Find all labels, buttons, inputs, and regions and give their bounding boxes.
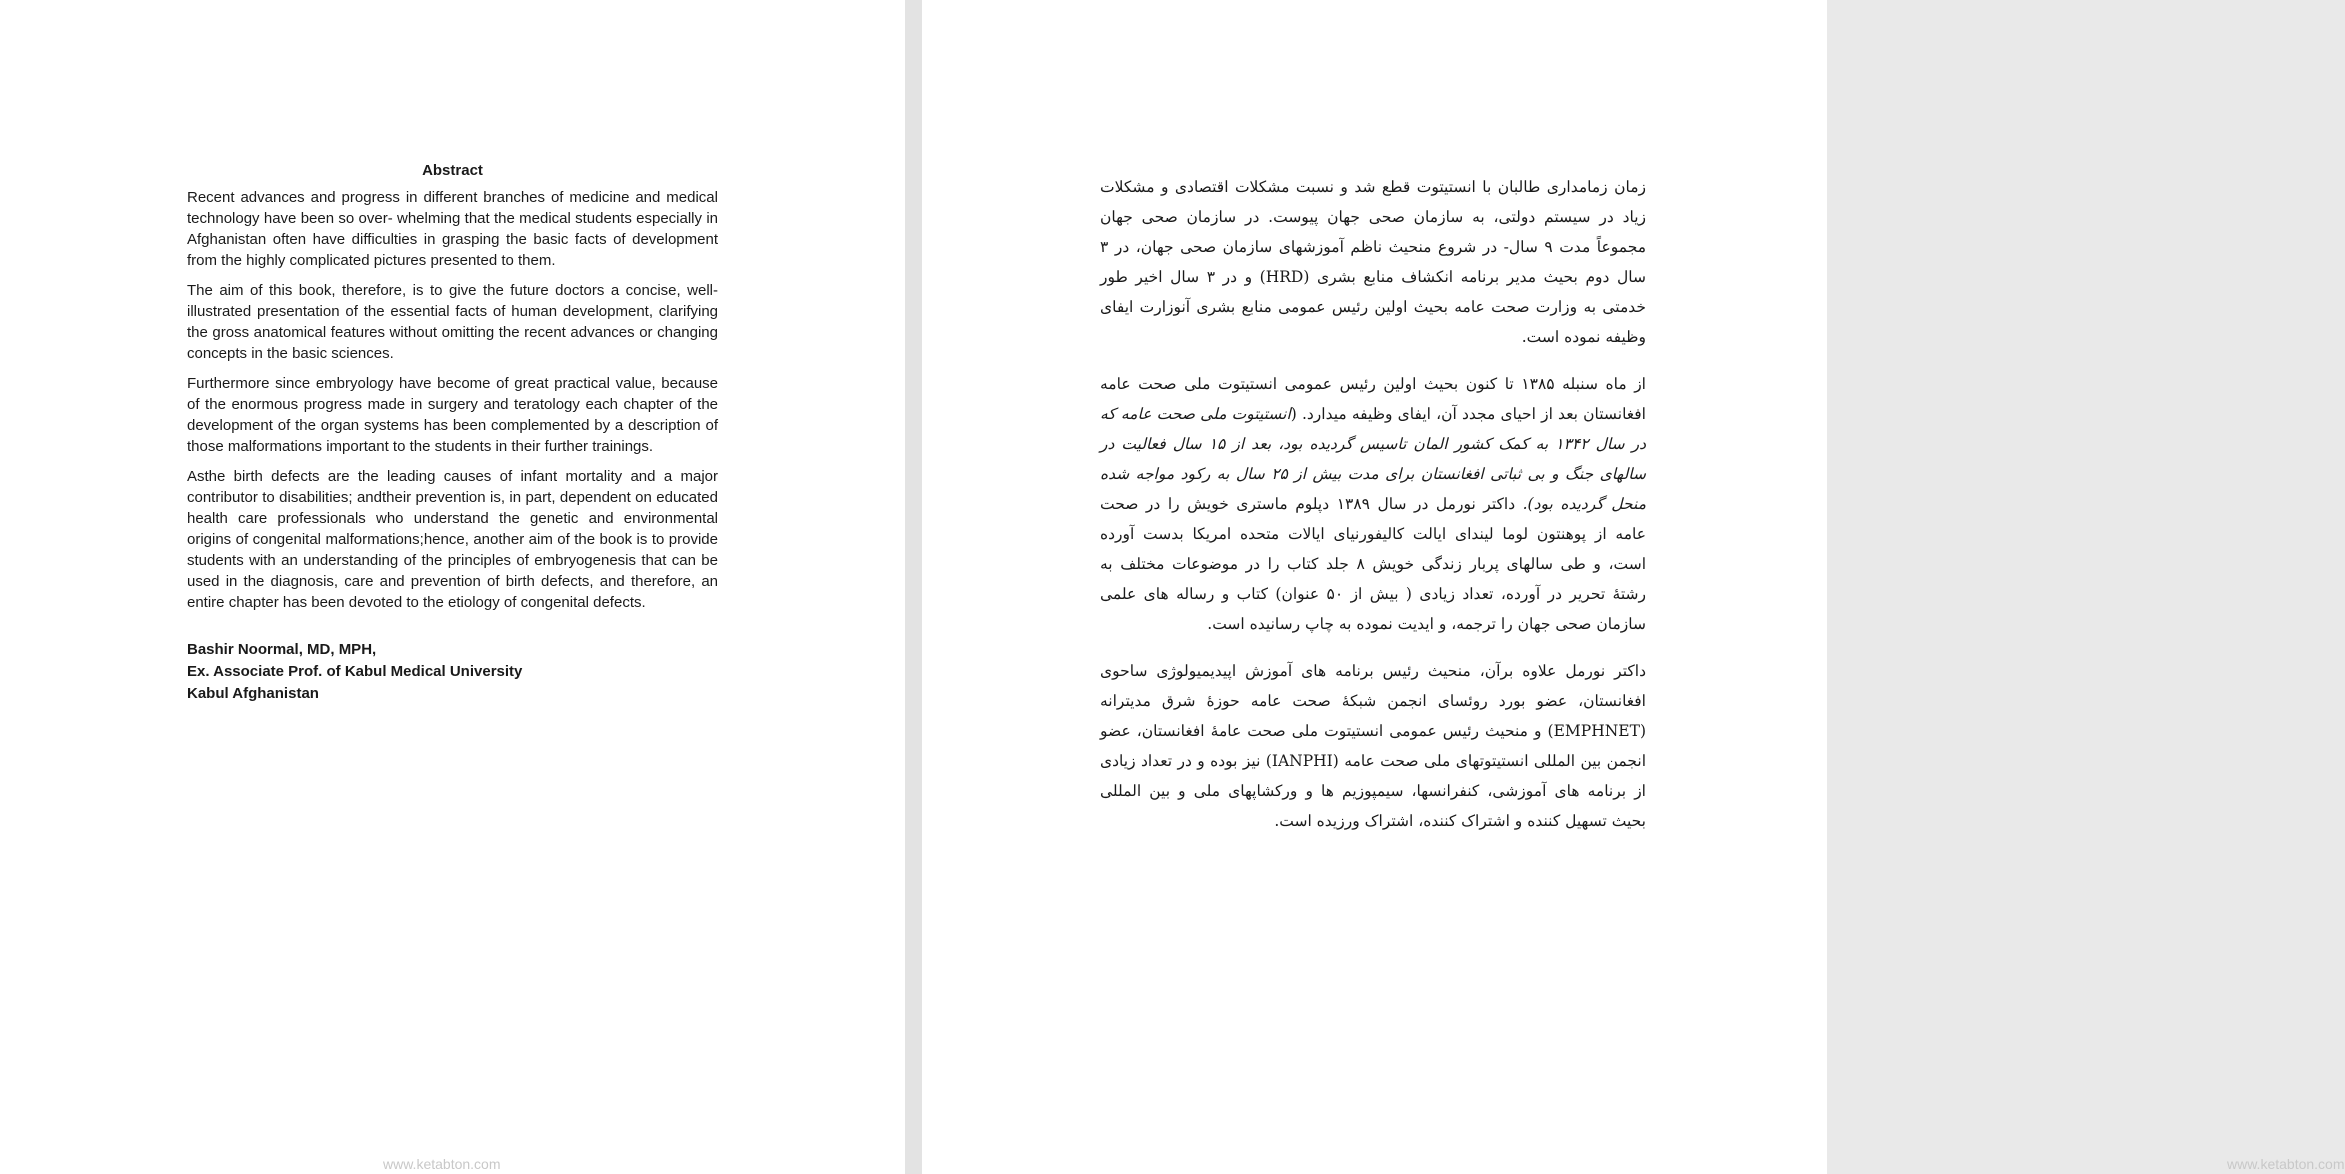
page-gutter bbox=[905, 0, 922, 1174]
persian-paragraph-1: زمان زمامداری طالبان با انستیتوت قطع شد و نسبت مشکلات اقتصادی و مشکلات زیاد در سیستم دولتی، به سازمان صحی جهان پیوست. در سازمان صحی جهان مجموعاً مدت ۹ سال- در شروع منحیث ناظم آموزشهای سازمان صحی جهان، در ۳ سال دوم بحیث مدیر برنامه انکشاف منابع بشری (HRD) و در ۳ سال اخیر طور خدمتی به وزارت صحت عامه بحیث اولین رئیس عمومی منابع بشری آنوزارت ایفای وظیفه نموده است. bbox=[1100, 178, 1647, 346]
author-signature bbox=[187, 639, 718, 705]
author-location: Kabul Afghanistan bbox=[187, 685, 319, 702]
watermark-left: www.ketabton.com bbox=[383, 1156, 501, 1172]
abstract-section bbox=[187, 160, 718, 705]
abstract-paragraph-2: The aim of this book, therefore, is to give the future doctors a concise, well-illustrated presentation of the essential facts of human development, clarifying the gross anatomical features without omitting the recent advances or changing concepts in the basic sciences. bbox=[187, 282, 718, 362]
author-name: Bashir Noormal, MD, MPH, bbox=[187, 641, 377, 658]
persian-paragraph-2-italic: انستیتوت ملی صحت عامه که در سال ۱۳۴۲ به کمک کشور المان تاسیس گردیده بود، بعد از ۱۵ سال فعالیت در سالهای جنگ و بی ثباتی افغانستان برای مدت بیش از ۲۵ سال به رکود مواجه شده منحل گردیده بود). bbox=[1100, 405, 1646, 513]
persian-paragraph-3: داکتر نورمل علاوه برآن، منحیث رئیس برنامه های آموزش اپیدیمیولوژی ساحوی افغانستان، عضو بورد روئسای انجمن شبکهٔ صحت عامه حوزهٔ شرق مدیترانه (EMPHNET) و منحیث رئیس عمومی انستیتوت ملی صحت عامهٔ افغانستان، عضو انجمن بین المللی انستیتوتهای ملی صحت عامه (IANPHI) نیز بوده و در تعداد زیادی از برنامه های آموزشی، کنفرانسها، سیمپوزیم ها و ورکشاپهای ملی و بین المللی بحیث تسهیل کننده و اشتراک کننده، اشتراک ورزیده است. bbox=[1100, 662, 1647, 830]
author-position: Ex. Associate Prof. of Kabul Medical University bbox=[187, 663, 523, 680]
persian-paragraph-2 bbox=[1100, 369, 1646, 639]
watermark-right: www.ketabton.com bbox=[2227, 1156, 2345, 1172]
abstract-paragraph-1: Recent advances and progress in different branches of medicine and medical technology have been so over- whelming that the medical students especially in Afghanistan often have difficulties in grasping the basic facts of development from the highly complicated pictures presented to them. bbox=[187, 189, 718, 269]
abstract-title: Abstract bbox=[422, 162, 483, 179]
abstract-paragraph-4: Asthe birth defects are the leading causes of infant mortality and a major contributor to disabilities; andtheir prevention is, in part, dependent on educated health care professionals who understand the genetic and environmental origins of congenital malformations;hence, another aim of the book is to provide students with an understanding of the principles of embryogenesis that can be used in the diagnosis, care and prevention of birth defects, and therefore, an entire chapter has been devoted to the etiology of congenital defects. bbox=[187, 468, 718, 611]
persian-paragraph-2-start: از ماه سنبله ۱۳۸۵ تا کنون بحیث اولین رئیس عمومی انستیتوت ملی صحت عامه افغانستان بعد از احیای مجدد آن، ایفای وظیفه میدارد. ( bbox=[1100, 375, 1646, 423]
persian-paragraph-2-end: داکتر نورمل در سال ۱۳۸۹ دپلوم ماستری خویش را در صحت عامه از پوهنتون لوما لیندای ایالت کالیفورنیای ایالات متحده امریکا بدست آورده است، و طی سالهای پربار زندگی خویش ۸ جلد کتاب را در موضوعات مختلف به رشتهٔ تحریر در آورده، تعداد زیادی ( بیش از ۵۰ عنوان) کتاب و رساله های علمی سازمان صحی جهان را ترجمه، و ایدیت نموده به چاپ رسانیده است. bbox=[1100, 495, 1647, 633]
persian-text-section bbox=[1100, 172, 1646, 853]
abstract-paragraph-3: Furthermore since embryology have become of great practical value, because of the enormous progress made in surgery and teratology each chapter of the development of the organ systems has been complemented by a description of those malformations important to the students in their further trainings. bbox=[187, 375, 718, 455]
left-page bbox=[0, 0, 905, 1174]
